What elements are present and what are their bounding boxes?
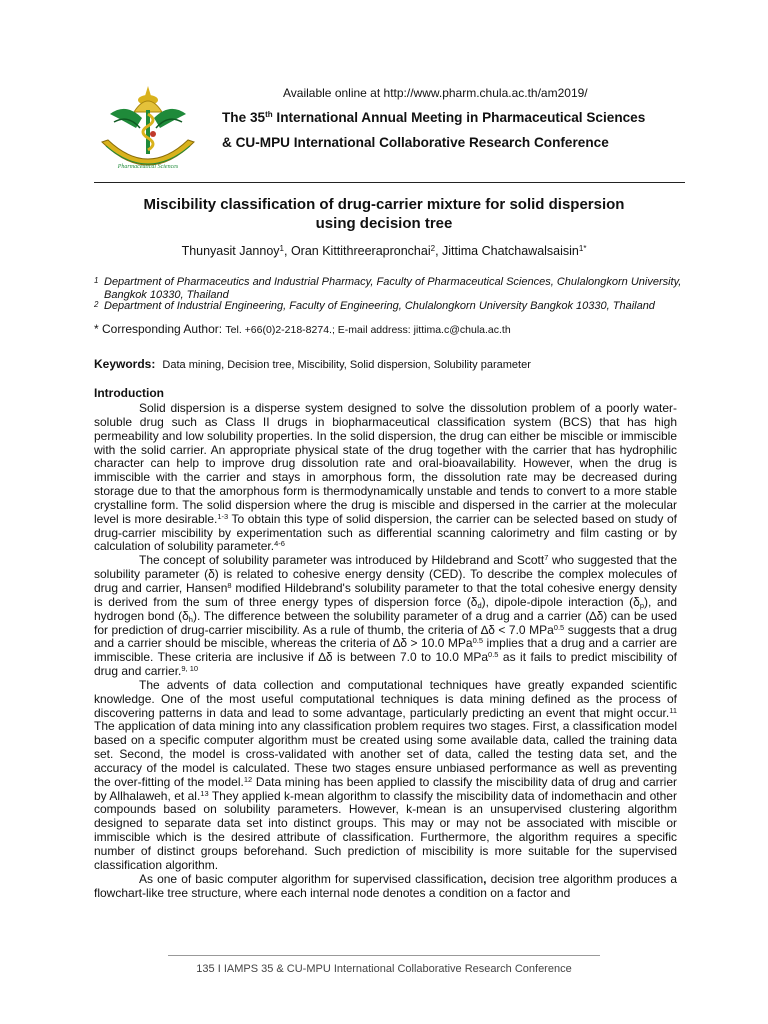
introduction-body: [94, 402, 677, 900]
author-separator: ,: [284, 244, 291, 258]
available-online: Available online at http://www.pharm.chula.ac.th/am2019/: [283, 86, 588, 100]
author-name: Oran Kittithreerapronchai: [290, 244, 431, 258]
author-affiliation-mark: 1: [279, 244, 284, 253]
affiliation-2: [94, 300, 694, 313]
conference-ordinal-sup: th: [265, 110, 273, 119]
body-paragraph: As one of basic computer algorithm for supervised classification, decision tree algorithm produces a flowchart-like tree structure, where each internal node denotes a condition on a factor and: [94, 871, 677, 900]
author-affiliation-mark: 1*: [578, 244, 587, 253]
header-divider: [94, 182, 685, 183]
body-paragraph: The concept of solubility parameter was introduced by Hildebrand and Scott$^7$ who suggested that the solubility parameter (δ) is related to cohesive energy density (CED). To describe the complex molecules of drug and carrier, Hansen$^8$ modified Hildebrand's solubility parameter to that the total cohesive energy density is derived from the sum of three energy types of dispersion force $(\delta_d)$, dipole-dipole interaction $(\delta_p)$, and hydrogen bond $(\delta_h)$. The difference between the solubility parameter of a drug and a carrier (∆δ) can be used for prediction of drug-carrier miscibility. As a rule of thumb, the criteria of ∆δ < 7.0 MPa$^{0.5}$ suggests that a drug and a carrier should be miscible, whereas the criteria of ∆δ > 10.0 MPa$^{0.5}$ implies that a drug and a carrier are immiscible. These criteria are inclusive if ∆δ is between 7.0 to 10.0 MPa$^{0.5}$ as it fails to predict miscibility of drug and carrier.$^{9, 10}$: [94, 553, 678, 679]
body-paragraph: The advents of data collection and computational techniques have greatly expanded scientific knowledge. One of the most useful computational techniques is data mining defined as the process of discovering patterns in data and lead to some advantage, particularly predicting an event that might occur.$^{11}$ The application of data mining into any classification problem requires two stages. First, a classification model based on a specific computer algorithm must be created using some available data, called the training data set. Second, the model is cross-validated with another set of data, called the testing data set, and the accuracy of the model is calculated. These two stages ensure unbiased performance as well as preventing the over-fitting of the model.$^{12}$ Data mining has been applied to classify the miscibility data of drug and carrier by Allhalaweh, et al.$^{13}$ They applied k-mean algorithm to classify the miscibility data of indomethacin and other compounds based on solubility parameters. However, k-mean is an unsupervised clustering algorithm designed to separate data set into distinct groups. This may or may not be associated with miscible or immiscible which is the desired attribute of classification. Furthermore, the algorithm requires a specific number of distinct groups beforehand. Such prediction of miscibility is more suitable for the supervised classification algorithm.: [94, 677, 678, 872]
author-name: Jittima Chatchawalsaisin: [442, 244, 579, 258]
body-paragraph: Solid dispersion is a disperse system designed to solve the dissolution problem of a poorly water-soluble drug such as Class II drugs in biopharmaceutical classification system (BCS) that has high permeability and low solubility properties. In the solid dispersion, the drug can either be miscible or immiscible with the solid carrier. An appropriate physical state of the drug together with the carrier that has hydrophilic character can help to improve drug dissolution rate and oral-bioavailability. However, when the drug is immiscible with the carrier and stays in amorphous form, the dissolution rate may be decreased during storage due to that the amorphous form is thermodynamically unstable and tends to convert to a more stable crystalline form. The solid dispersion where the drug is miscible and dispersed in the carrier at the molecular level is more desirable.$^{1-3}$ To obtain this type of solid dispersion, the carrier can be selected based on study of drug-carrier miscibility by experimentation such as differential scanning calorimetry and film casting or by calculation of solubility parameter.$^{4-6}$: [94, 401, 677, 554]
page-footer: 135 I IAMPS 35 & CU-MPU International Collaborative Research Conference: [196, 963, 572, 975]
corresponding-contact: Tel. +66(0)2-218-8274.; E-mail address: jittima.c@chula.ac.th: [225, 324, 511, 336]
corresponding-author: [94, 322, 511, 336]
conference-title-line1: [222, 110, 645, 125]
affiliation-1: [94, 276, 694, 302]
conference-logo: [96, 84, 200, 176]
logo-lettering: Pharmaceutical Sciences: [117, 164, 179, 170]
keywords: [94, 357, 531, 371]
affiliation-number: 1: [94, 276, 99, 285]
affiliation-number: 2: [94, 300, 99, 309]
author-affiliation-mark: 2: [430, 244, 436, 253]
keywords-label: Keywords:: [94, 357, 156, 371]
author-name: Thunyasit Jannoy: [181, 244, 280, 258]
conference-ordinal: The 35: [222, 110, 266, 125]
footer-divider: [168, 955, 600, 956]
conference-name: International Annual Meeting in Pharmaceutical Sciences: [272, 110, 646, 125]
conference-title-line2: & CU-MPU International Collaborative Research Conference: [222, 135, 609, 150]
affiliation-text: Department of Industrial Engineering, Faculty of Engineering, Chulalongkorn University Bangkok 10330, Thailand: [104, 300, 655, 312]
keywords-value: Data mining, Decision tree, Miscibility, Solid dispersion, Solubility parameter: [162, 359, 531, 371]
paper-title-line1: Miscibility classification of drug-carrier mixture for solid dispersion: [143, 196, 625, 213]
author-separator: ,: [435, 244, 443, 258]
paper-title: [100, 195, 668, 233]
paper-title-line2: using decision tree: [315, 215, 453, 232]
section-heading-introduction: Introduction: [94, 386, 164, 400]
affiliation-text: Department of Pharmaceutics and Industrial Pharmacy, Faculty of Pharmaceutical Sciences, Chulalongkorn University, Bangkok 10330, Thailand: [104, 276, 682, 301]
author-list: [100, 244, 668, 258]
corresponding-label: * Corresponding Author:: [94, 322, 226, 336]
